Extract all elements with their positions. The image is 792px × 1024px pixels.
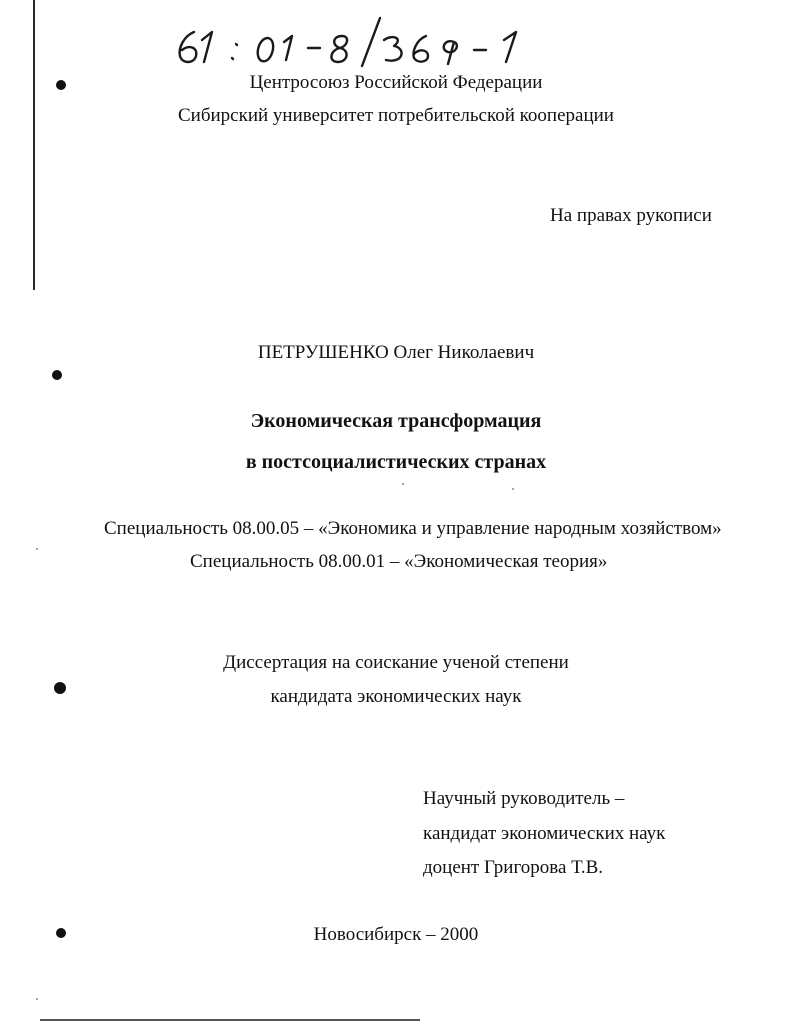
supervisor-name: доцент Григорова Т.В. xyxy=(423,857,604,878)
scan-speck xyxy=(36,998,38,1000)
degree-line-1: Диссертация на соискание ученой степени xyxy=(223,652,569,673)
handwritten-archive-number xyxy=(172,6,532,70)
university-name: Сибирский университет потребительской кооперации xyxy=(178,105,614,126)
city-year: Новосибирск – 2000 xyxy=(313,924,479,945)
author-name: ПЕТРУШЕНКО Олег Николаевич xyxy=(257,342,535,363)
dissertation-title-line-1: Экономическая трансформация xyxy=(250,410,542,432)
scan-speck xyxy=(36,548,38,550)
scan-bottom-line xyxy=(40,1019,420,1021)
organization-name: Центросоюз Российской Федерации xyxy=(249,72,543,93)
scan-speck xyxy=(512,488,514,490)
binding-hole-mark xyxy=(52,370,62,380)
scan-edge-line xyxy=(33,0,35,290)
degree-line-2: кандидата экономических наук xyxy=(270,686,522,707)
supervisor-label: Научный руководитель – xyxy=(423,788,625,809)
supervisor-degree: кандидат экономических наук xyxy=(423,823,666,844)
specialty-line: Специальность 08.00.01 – «Экономическая теория» xyxy=(190,551,608,572)
dissertation-title-line-2: в постсоциалистических странах xyxy=(245,451,547,473)
scan-speck xyxy=(402,483,404,485)
rights-note: На правах рукописи xyxy=(550,205,712,226)
specialty-line: Специальность 08.00.05 – «Экономика и управление народным хозяйством» xyxy=(104,518,722,539)
